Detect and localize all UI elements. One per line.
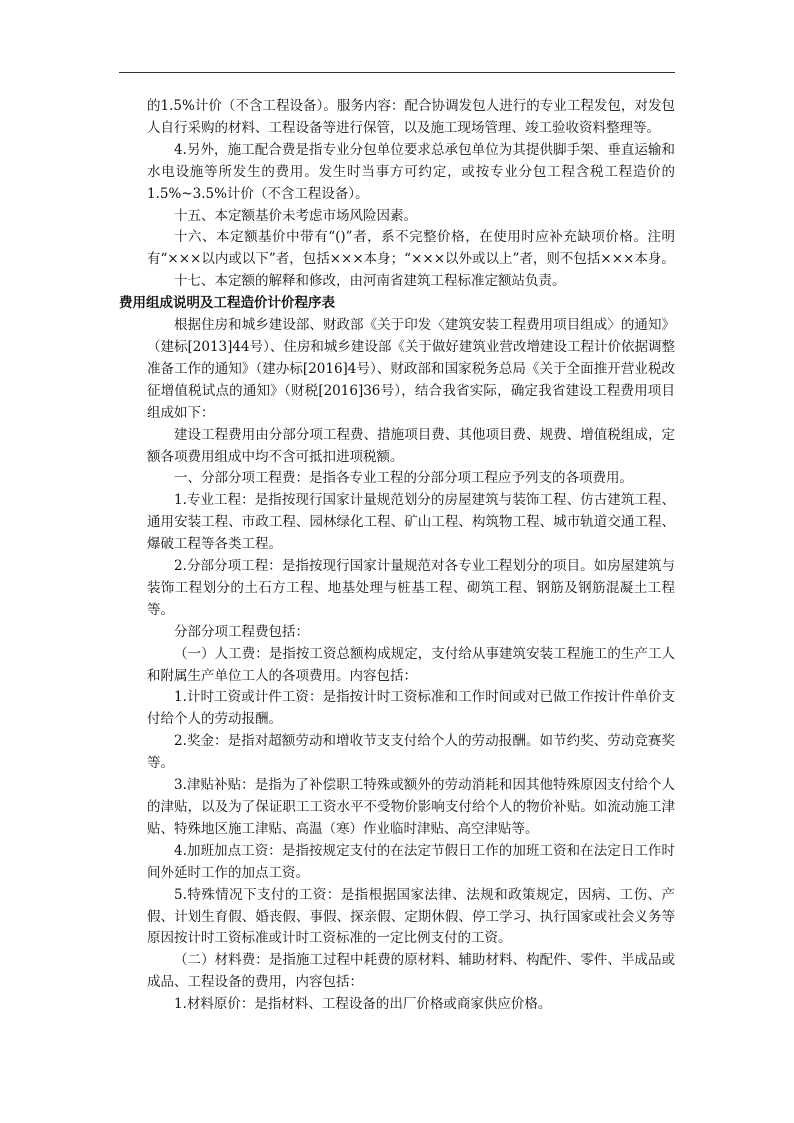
paragraph: 的1.5%计价（不含工程设备）。服务内容：配合协调发包人进行的专业工程发包，对发包人自行采购的材料、工程设备等进行保管，以及施工现场管理、竣工验收资料整理等。	[147, 98, 675, 136]
paragraph: 1.计时工资或计件工资：是指按计时工资标准和工作时间或对已做工作按计件单价支付给个人的劳动报酬。	[147, 689, 675, 728]
paragraph: 十五、本定额基价未考虑市场风险因素。	[174, 207, 417, 224]
paragraph: 1.专业工程：是指按现行国家计量规范划分的房屋建筑与装饰工程、仿古建筑工程、通用安装工程、市政工程、园林绿化工程、矿山工程、构筑物工程、城市轨道交通工程、爆破工程等各类工程。	[147, 492, 675, 553]
paragraph: 3.津贴补贴：是指为了补偿职工特殊或额外的劳动消耗和因其他特殊原因支付给个人的津贴，以及为了保证职工工资水平不受物价影响支付给个人的物价补贴。如流动施工津贴、特殊地区施工津贴、高温（寒）作业临时津贴、高空津贴等。	[147, 777, 675, 837]
paragraph: 十六、本定额基价中带有“()”者，系不完整价格，在使用时应补充缺项价格。注明有“×××以内或以下”者，包括×××本身；“×××以外或以上”者，则不包括×××本身。	[147, 229, 675, 268]
paragraph: （二）材料费：是指施工过程中耗费的原材料、辅助材料、构配件、零件、半成品或成品、工程设备的费用，内容包括：	[147, 952, 675, 991]
paragraph: 2.奖金：是指对超额劳动和增收节支支付给个人的劳动报酬。如节约奖、劳动竞赛奖等。	[147, 733, 675, 772]
paragraph: 4.加班加点工资：是指按规定支付的在法定节假日工作的加班工资和在法定日工作时间外延时工作的加点工资。	[147, 842, 675, 881]
paragraph: 4.另外，施工配合费是指专业分包单位要求总承包单位为其提供脚手架、垂直运输和水电设施等所发生的费用。发生时当事方可约定，或按专业分包工程含税工程造价的1.5%~3.5%计价（不含工程设备）。	[147, 141, 675, 202]
paragraph: 2.分部分项工程：是指按现行国家计量规范对各专业工程划分的项目。如房屋建筑与装饰工程划分的土石方工程、地基处理与桩基工程、砌筑工程、钢筋及钢筋混凝土工程等。	[147, 558, 675, 618]
document-body	[119, 96, 675, 1016]
paragraph: 十七、本定额的解释和修改，由河南省建筑工程标准定额站负责。	[174, 273, 566, 290]
paragraph: 根据住房和城乡建设部、财政部《关于印发〈建筑安装工程费用项目组成〉的通知》（建标[2013]44号）、住房和城乡建设部《关于做好建筑业营改增建设工程计价依据调整准备工作的通知》（建办标[2016]4号）、财政部和国家税务总局《关于全面推开营业税改征增值税试点的通知》（财税[2016]36号），结合我省实际，确定我省建设工程费用项目组成如下：	[147, 317, 675, 421]
paragraph: 5.特殊情况下支付的工资：是指根据国家法律、法规和政策规定，因病、工伤、产假、计划生育假、婚丧假、事假、探亲假、定期休假、停工学习、执行国家或社会义务等原因按计时工资标准或计时工资标准的一定比例支付的工资。	[147, 886, 675, 947]
paragraph: 一、分部分项工程费：是指各专业工程的分部分项工程应予列支的各项费用。	[174, 470, 633, 487]
paragraph: 分部分项工程费包括：	[174, 623, 309, 640]
paragraph: 1.材料原价：是指材料、工程设备的出厂价格或商家供应价格。	[174, 996, 552, 1013]
paragraph: （一）人工费：是指按工资总额构成规定，支付给从事建筑安装工程施工的生产工人和附属生产单位工人的各项费用。内容包括：	[147, 645, 675, 684]
paragraph: 建设工程费用由分部分项工程费、措施项目费、其他项目费、规费、增值税组成，定额各项费用组成中均不含可抵扣进项税额。	[147, 426, 675, 465]
header-rule	[119, 72, 675, 73]
section-heading: 费用组成说明及工程造价计价程序表	[119, 295, 335, 312]
